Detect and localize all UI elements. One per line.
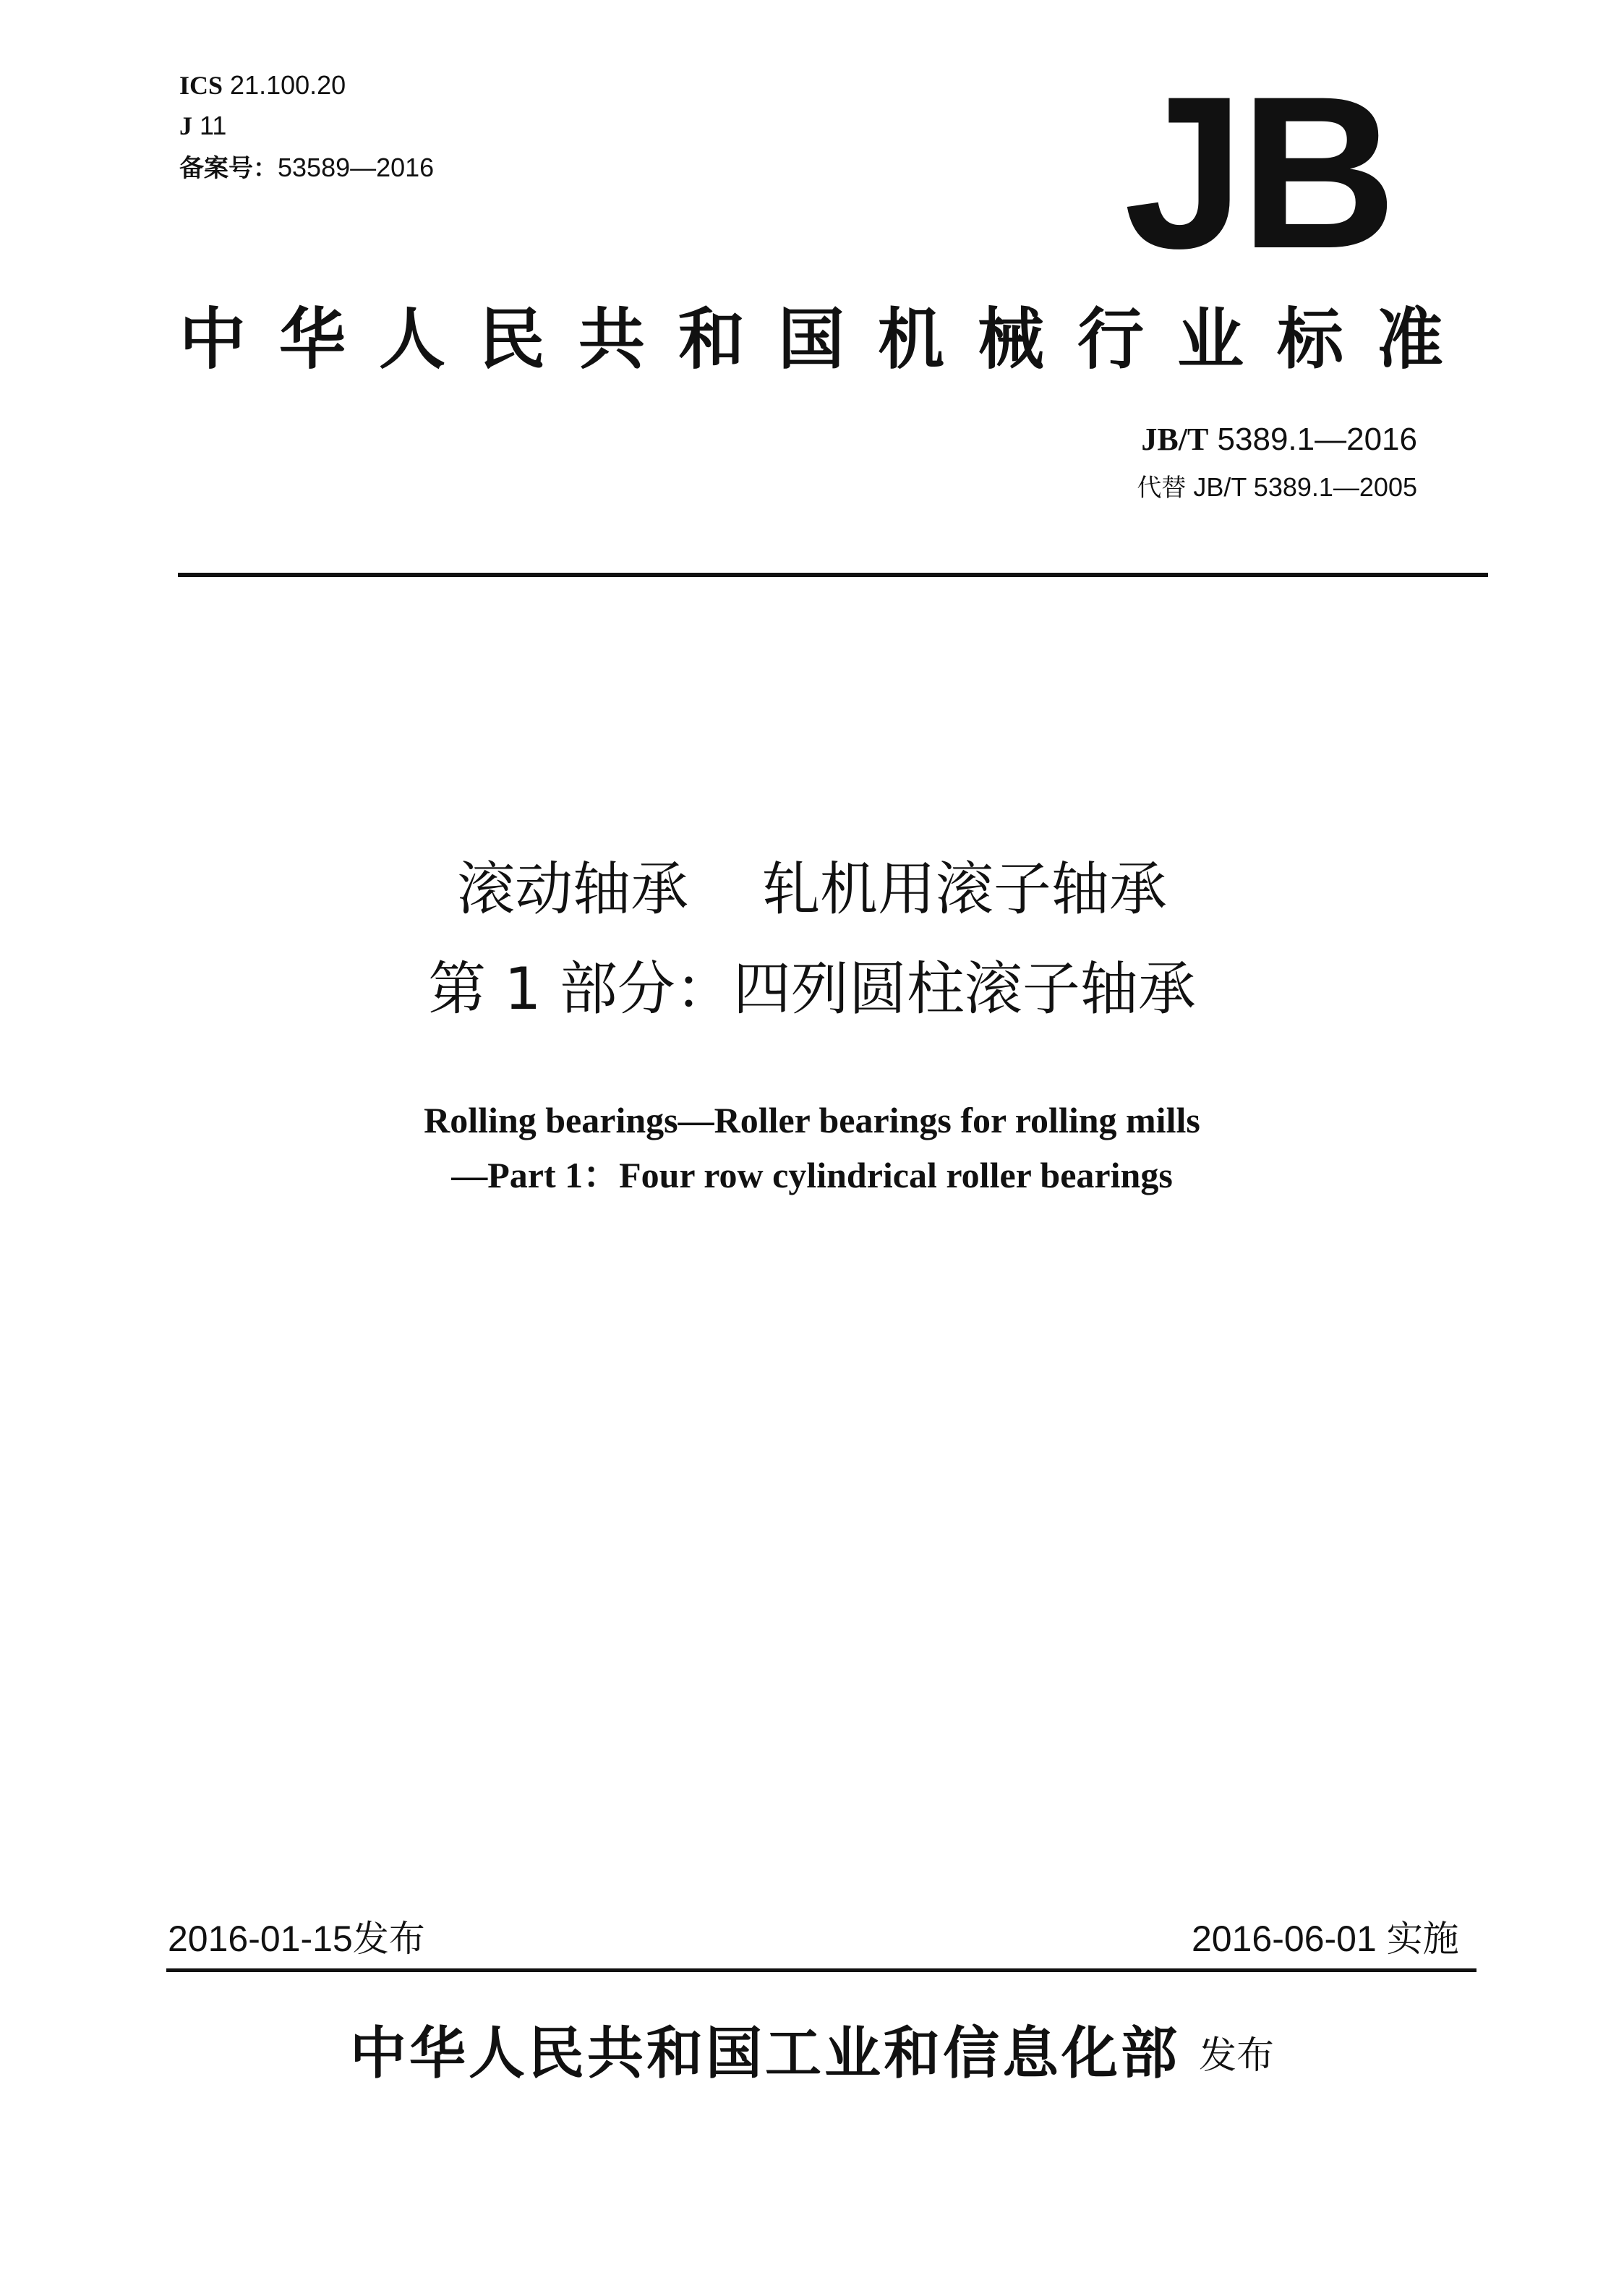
record-label: 备案号： xyxy=(179,154,278,183)
ccs-label: J xyxy=(179,111,192,140)
publisher-organization: 中华人民共和国工业和信息化部 xyxy=(349,2021,1180,2086)
issue-date xyxy=(168,1916,425,1961)
replaces-prefix: JB/T xyxy=(1193,472,1247,502)
standard-category-title: 中华人民共和国机械行业标准 xyxy=(179,301,1477,378)
publisher-label: 发布 xyxy=(1199,2034,1275,2078)
ics-value: 21.100.20 xyxy=(230,70,346,100)
ics-code xyxy=(179,71,346,100)
en-title-line2: —Part 1：Four row cylindrical roller bearings xyxy=(451,1155,1173,1195)
jb-logo-text: JB xyxy=(1124,80,1393,260)
replaces-label: 代替 xyxy=(1137,474,1187,503)
standard-prefix: JB/T xyxy=(1141,422,1209,457)
cn-title-line1: 滚动轴承 轧机用滚子轴承 xyxy=(457,855,1167,923)
ics-label: ICS xyxy=(179,71,223,100)
record-number xyxy=(179,153,434,183)
footer-divider xyxy=(166,1968,1476,1972)
en-title-line1: Rolling bearings—Roller bearings for rolling mills xyxy=(424,1100,1200,1140)
standard-number-value: 5389.1—2016 xyxy=(1217,422,1417,457)
implement-date xyxy=(1192,1916,1459,1961)
replaces-standard xyxy=(1012,471,1417,504)
ccs-value: 11 xyxy=(200,111,227,140)
ccs-code xyxy=(179,111,226,140)
standard-number xyxy=(1012,421,1417,458)
replaces-number: 5389.1—2005 xyxy=(1253,472,1417,502)
cn-title-line2: 第 1 部分：四列圆柱滚子轴承 xyxy=(428,955,1196,1023)
implement-date-value: 2016-06-01 xyxy=(1192,1919,1377,1959)
header-divider xyxy=(178,573,1488,577)
implement-date-label: 实施 xyxy=(1386,1918,1459,1960)
jb-logo xyxy=(1099,80,1417,260)
issue-date-value: 2016-01-15 xyxy=(168,1919,353,1959)
issue-date-label: 发布 xyxy=(352,1918,425,1960)
publisher xyxy=(0,2014,1624,2094)
record-value: 53589—2016 xyxy=(278,153,435,182)
